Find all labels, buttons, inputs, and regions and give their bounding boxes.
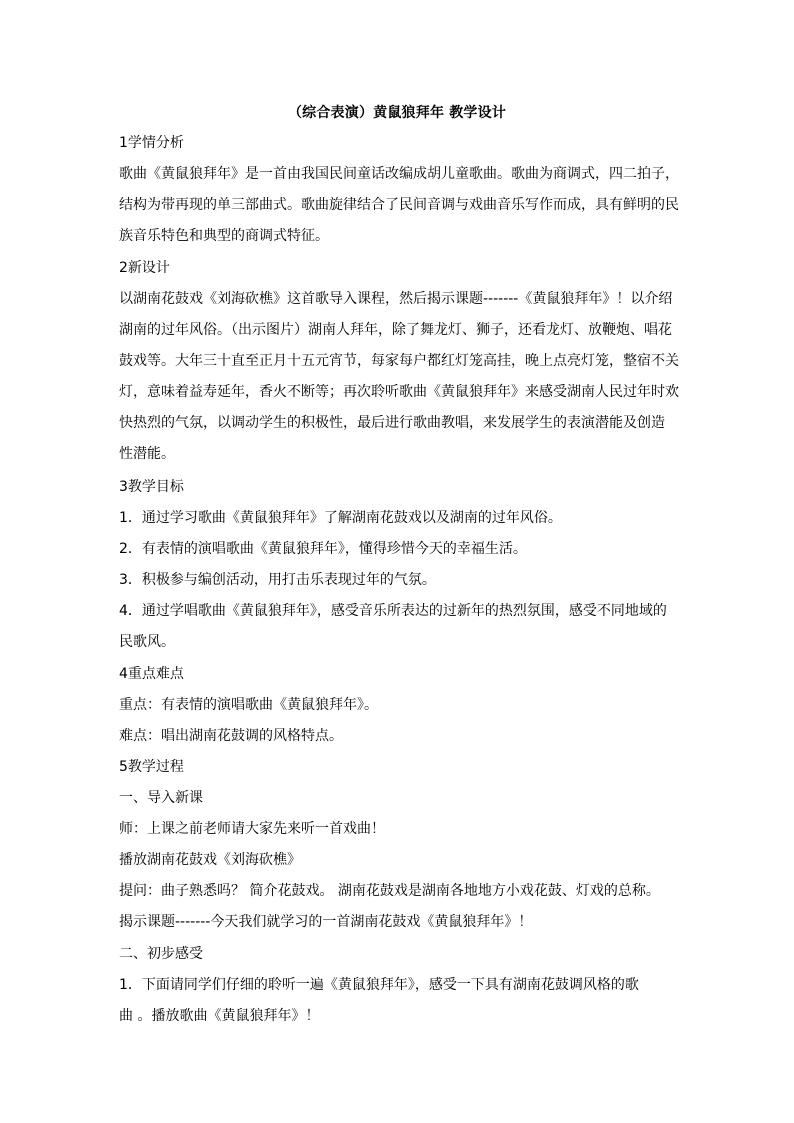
part-1-heading: 一、导入新课: [119, 790, 203, 806]
objective-item-2: 2．有表情的演唱歌曲《黄鼠狼拜年》，懂得珍惜今天的幸福生活。: [119, 541, 527, 557]
paragraph-line: 湖南的过年风俗。（出示图片）湖南人拜年，除了舞龙灯、狮子，还看龙灯、放鞭炮、唱花: [119, 322, 672, 338]
paragraph-line: 4．通过学唱歌曲《黄鼠狼拜年》，感受音乐所表达的过新年的热烈氛围，感受不同地域的: [119, 603, 667, 619]
objective-item-4: [119, 596, 679, 658]
paragraph-line: 鼓戏等。大年三十直至正月十五元宵节，每家每户都红灯笼高挂，晚上点亮灯笼，整宿不关: [119, 353, 679, 369]
part-1-line: 播放湖南花鼓戏《刘海砍樵》: [119, 852, 301, 868]
paragraph-line: 族音乐特色和典型的商调式特征。: [119, 228, 329, 244]
section-5-heading: 5教学过程: [119, 759, 184, 775]
paragraph-line: 性潜能。: [119, 446, 175, 462]
section-4-heading: 4重点难点: [119, 666, 184, 682]
paragraph-line: 民歌风。: [119, 634, 175, 650]
objective-item-1: 1．通过学习歌曲《黄鼠狼拜年》了解湖南花鼓戏以及湖南的过年风俗。: [119, 510, 562, 526]
paragraph-line: 曲 。播放歌曲《黄鼠狼拜年》！: [119, 1008, 320, 1024]
paragraph-line: 快热烈的气氛，以调动学生的积极性，最后进行歌曲教唱，来发展学生的表演潜能及创造: [119, 415, 665, 431]
section-1-heading: 1学情分析: [119, 135, 184, 151]
part-1-line: 师：上课之前老师请大家先来听一首戏曲！: [119, 821, 385, 837]
section-3-heading: 3教学目标: [119, 479, 184, 495]
key-point: 重点：有表情的演唱歌曲《黄鼠狼拜年》。: [119, 697, 378, 713]
paragraph-line: 灯，意味着益寿延年，香火不断等；再次聆听歌曲《黄鼠狼拜年》来感受湖南人民过年时欢: [119, 384, 679, 400]
objective-item-3: 3．积极参与编创活动，用打击乐表现过年的气氛。: [119, 572, 436, 588]
paragraph-line: 结构为带再现的单三部曲式。歌曲旋律结合了民间音调与戏曲音乐写作而成，具有鲜明的民: [119, 197, 679, 213]
section-1-paragraph: [119, 159, 679, 252]
paragraph-line: 1．下面请同学们仔细的聆听一遍《黄鼠狼拜年》，感受一下具有湖南花鼓调风格的歌: [119, 977, 639, 993]
part-1-line: 揭示课题-------今天我们就学习的一首湖南花鼓戏《黄鼠狼拜年》！: [119, 914, 533, 930]
section-2-paragraph: [119, 284, 679, 470]
part-1-line: 提问：曲子熟悉吗？ 简介花鼓戏。 湖南花鼓戏是湖南各地地方小戏花鼓、灯戏的总称。: [119, 883, 660, 899]
paragraph-line: 歌曲《黄鼠狼拜年》是一首由我国民间童话改编成胡儿童歌曲。歌曲为商调式，四二拍子，: [119, 166, 679, 182]
part-2-item-1: [119, 970, 679, 1032]
section-2-heading: 2新设计: [119, 260, 170, 276]
paragraph-line: 以湖南花鼓戏《刘海砍樵》这首歌导入课程，然后揭示课题-------《黄鼠狼拜年》！以介绍: [119, 291, 673, 307]
difficulty-point: 难点：唱出湖南花鼓调的风格特点。: [119, 728, 343, 744]
part-2-heading: 二、初步感受: [119, 946, 203, 962]
document-title: （综合表演）黄鼠狼拜年 教学设计: [287, 105, 507, 121]
